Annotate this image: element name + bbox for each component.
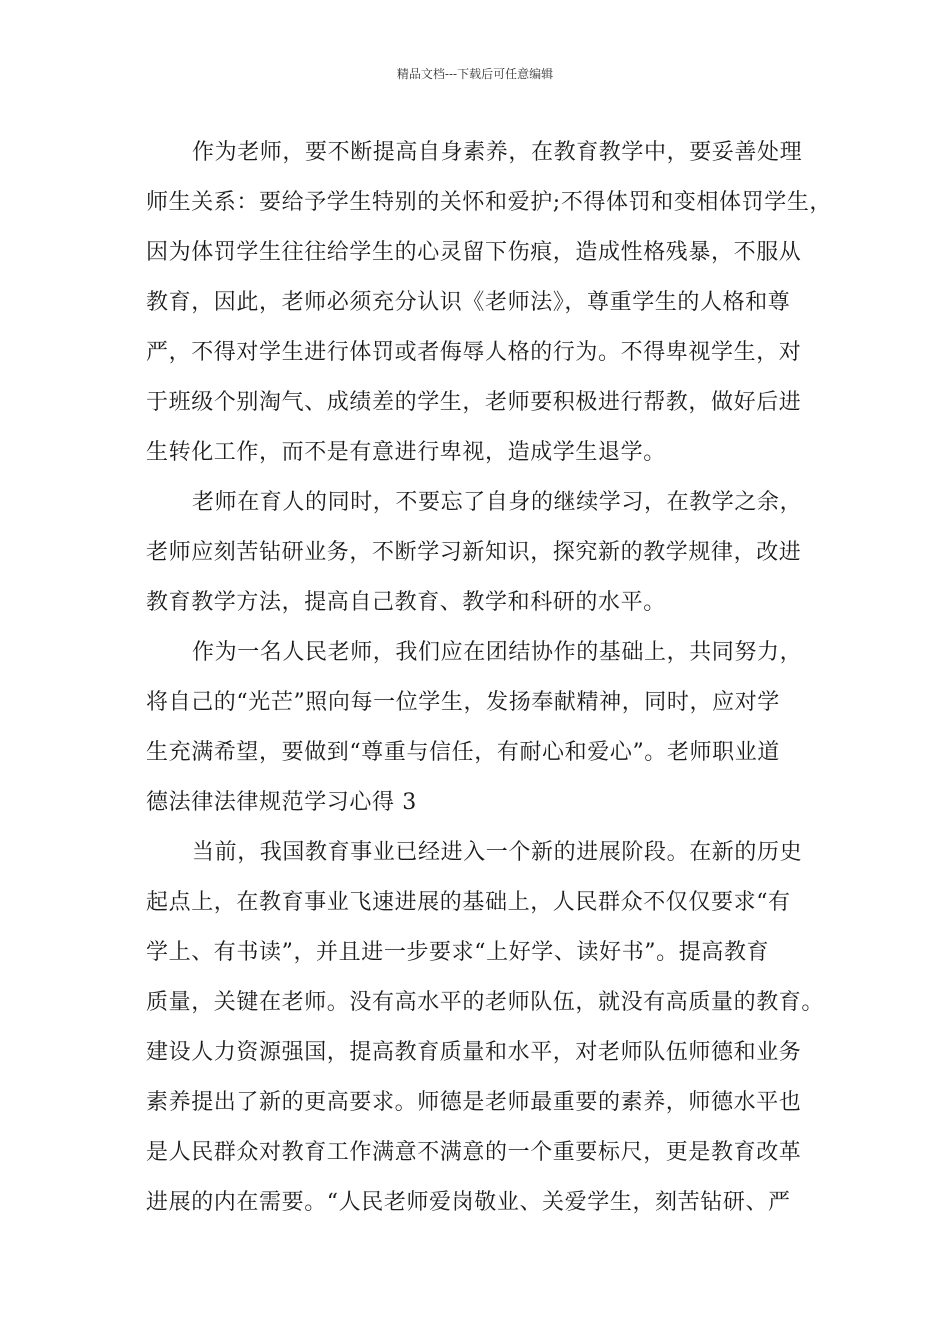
text-line: 生充满希望，要做到“尊重与信任，有耐心和爱心”。老师职业道: [146, 740, 780, 765]
text-line: 教育教学方法，提高自己教育、教学和科研的水平。: [146, 590, 666, 615]
text-line: 学上、有书读”，并且进一步要求“上好学、读好书”。提高教育: [146, 940, 770, 965]
paragraph-4: [146, 828, 825, 1228]
text-line: 当前，我国教育事业已经进入一个新的进展阶段。在新的历史: [192, 840, 803, 865]
paragraph-1: [146, 128, 833, 478]
page-header: 精品文档---下载后可任意编辑: [396, 67, 554, 81]
text-line: 因为体罚学生往往给学生的心灵留下伤痕，造成性格残暴，不服从: [146, 240, 802, 265]
paragraph-2: [146, 478, 818, 628]
text-line: 作为老师，要不断提高自身素养，在教育教学中，要妥善处理: [192, 140, 803, 165]
text-line: 素养提出了新的更高要求。师德是老师最重要的素养，师德水平也: [146, 1090, 802, 1115]
text-line: 严，不得对学生进行体罚或者侮辱人格的行为。不得卑视学生，对: [146, 340, 802, 365]
text-line: 老师应刻苦钻研业务，不断学习新知识，探究新的教学规律，改进: [146, 540, 802, 565]
text-line: 德法律法律规范学习心得 3: [146, 790, 417, 815]
text-line: 质量，关键在老师。没有高水平的老师队伍，就没有高质量的教育。: [146, 990, 825, 1015]
text-line: 起点上，在教育事业飞速进展的基础上，人民群众不仅仅要求“有: [146, 890, 791, 915]
text-line: 建设人力资源强国，提高教育质量和水平，对老师队伍师德和业务: [146, 1040, 802, 1065]
text-line: 是人民群众对教育工作满意不满意的一个重要标尺，更是教育改革: [146, 1140, 802, 1165]
text-line: 进展的内在需要。“人民老师爱岗敬业、关爱学生，刻苦钻研、严: [146, 1190, 791, 1215]
text-line: 师生关系：要给予学生特别的关怀和爱护;不得体罚和变相体罚学生，: [146, 190, 833, 215]
text-line: 于班级个别淘气、成绩差的学生，老师要积极进行帮教，做好后进: [146, 390, 802, 415]
text-line: 将自己的“光芒”照向每一位学生，发扬奉献精神，同时，应对学: [146, 690, 780, 715]
text-line: 教育，因此，老师必须充分认识《老师法》，尊重学生的人格和尊: [146, 290, 791, 315]
text-line: 作为一名人民老师，我们应在团结协作的基础上，共同努力，: [192, 640, 803, 665]
document-body: [146, 128, 833, 1228]
paragraph-3: [146, 628, 818, 828]
text-line: 生转化工作，而不是有意进行卑视，造成学生退学。: [146, 440, 666, 465]
text-line: 老师在育人的同时，不要忘了自身的继续学习，在教学之余，: [192, 490, 803, 515]
